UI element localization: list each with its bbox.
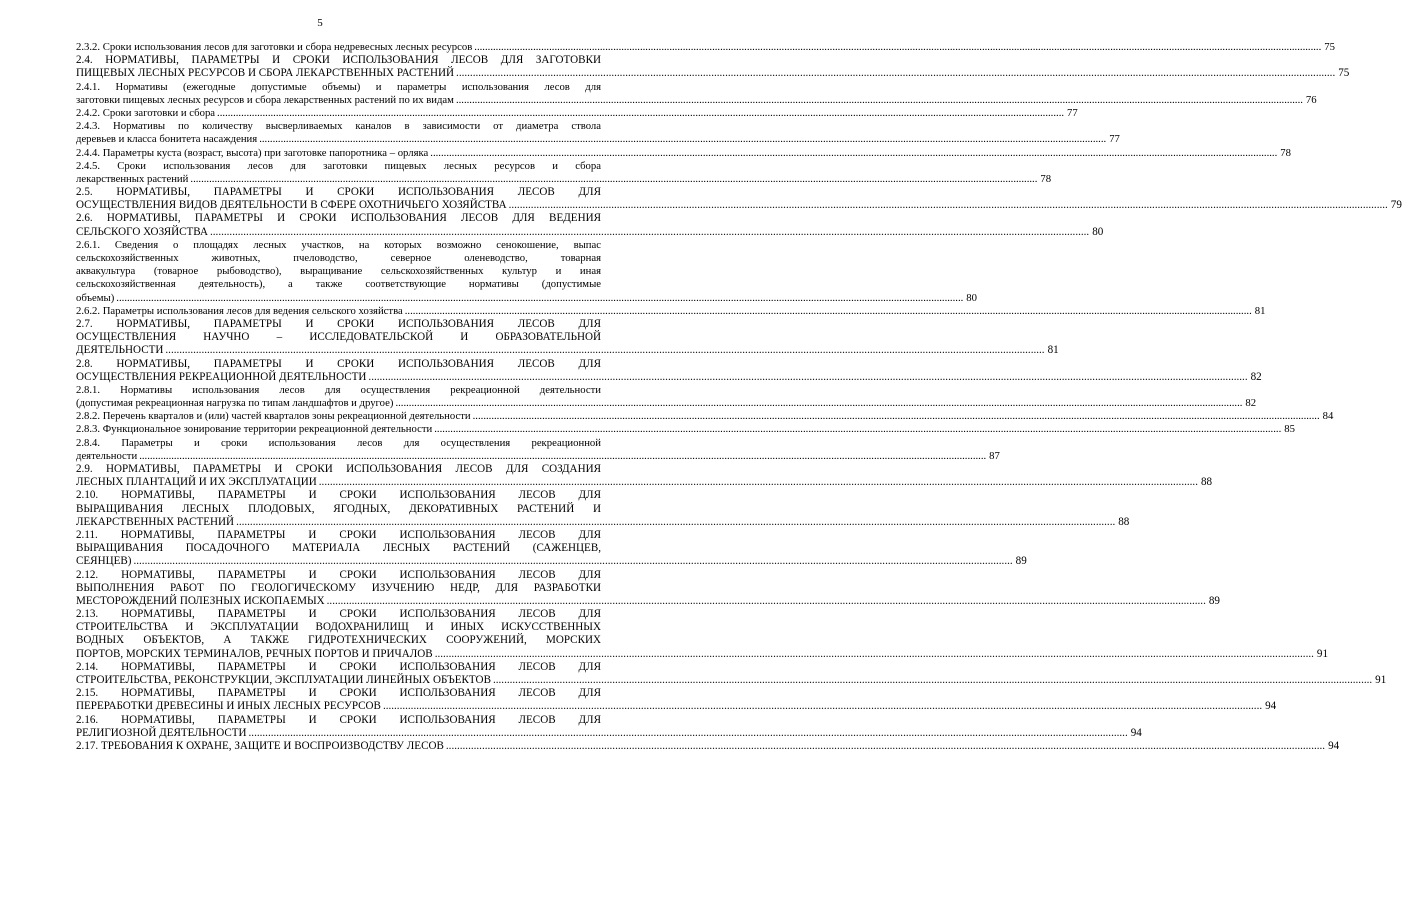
toc-page-number: 75 [1324,41,1335,53]
toc-page-number: 81 [1047,344,1059,357]
toc-entry-text: заготовки пищевых лесных ресурсов и сбора лекарственных растений по их видам [76,93,454,106]
dot-leader [381,700,1262,713]
dot-leader [491,674,1372,687]
toc-entry-text: ПИЩЕВЫХ ЛЕСНЫХ РЕСУРСОВ И СБОРА ЛЕКАРСТВЕННЫХ РАСТЕНИЙ [76,67,455,80]
toc-entry-text: 2.9. НОРМАТИВЫ, ПАРАМЕТРЫ И СРОКИ ИСПОЛЬЗОВАНИЯ ЛЕСОВ ДЛЯ СОЗДАНИЯ [76,463,601,475]
toc-entry-text: ЛЕКАРСТВЕННЫХ РАСТЕНИЙ [76,515,235,528]
toc-entry-text: СТРОИТЕЛЬСТВА, РЕКОНСТРУКЦИИ, ЭКСПЛУАТАЦИИ ЛИНЕЙНЫХ ОБЪЕКТОВ [76,674,491,686]
dot-leader [131,555,1012,568]
toc-entry-text: СТРОИТЕЛЬСТВА И ЭКСПЛУАТАЦИИ ВОДОХРАНИЛИЩ И ИНЫХ ИСКУССТВЕННЫХ [76,621,601,634]
toc-entry-text: 2.5. НОРМАТИВЫ, ПАРАМЕТРЫ И СРОКИ ИСПОЛЬЗОВАНИЯ ЛЕСОВ ДЛЯ [76,186,601,199]
toc-entry-text: 2.8. НОРМАТИВЫ, ПАРАМЕТРЫ И СРОКИ ИСПОЛЬЗОВАНИЯ ЛЕСОВ ДЛЯ [76,357,601,370]
toc-entry-text: СЕЛЬСКОГО ХОЗЯЙСТВА [76,225,208,238]
toc-page-number: 81 [1254,304,1266,317]
dot-leader [403,305,1252,318]
toc-entry[interactable] [76,159,1052,186]
toc-entry-text: деятельности [76,449,138,462]
toc-entry-text: 2.10. НОРМАТИВЫ, ПАРАМЕТРЫ И СРОКИ ИСПОЛЬЗОВАНИЯ ЛЕСОВ ДЛЯ [76,489,601,502]
toc-page-number: 80 [966,291,977,304]
toc-page-number: 85 [1284,423,1295,436]
toc-entry[interactable] [76,528,1027,569]
toc-entry[interactable] [76,383,1257,410]
dot-leader [114,292,963,305]
dot-leader [428,147,1277,160]
toc-page-number: 77 [1067,106,1078,119]
toc-page-number: 94 [1328,739,1340,752]
toc-entry-text: 2.13. НОРМАТИВЫ, ПАРАМЕТРЫ И СРОКИ ИСПОЛЬЗОВАНИЯ ЛЕСОВ ДЛЯ [76,608,601,621]
toc-entry[interactable] [76,54,1350,80]
toc-entry-text: 2.8.4. Параметры и сроки использования лесов для осуществления рекреационной [76,436,601,449]
toc-entry-text: сельскохозяйственная деятельность), а также соответствующие нормативы (допустимые [76,278,601,291]
toc-entry[interactable] [76,212,1104,238]
toc-entry[interactable] [76,568,1220,609]
toc-entry-text: ПОРТОВ, МОРСКИХ ТЕРМИНАЛОВ, РЕЧНЫХ ПОРТОВ И ПРИЧАЛОВ [76,647,433,660]
toc-entry-text: РЕЛИГИОЗНОЙ ДЕЯТЕЛЬНОСТИ [76,726,247,739]
dot-leader [215,107,1064,120]
toc-entry-text: ОСУЩЕСТВЛЕНИЯ РЕКРЕАЦИОННОЙ ДЕЯТЕЛЬНОСТИ [76,370,367,383]
toc-entry-text: 2.4.5. Сроки использования лесов для заготовки пищевых лесных ресурсов и сбора [76,159,601,172]
toc-page-number: 82 [1245,397,1257,410]
toc-page-number: 91 [1316,647,1328,660]
toc-page-number: 89 [1015,555,1027,568]
toc-entry-text: ВЫРАЩИВАНИЯ ЛЕСНЫХ ПЛОДОВЫХ, ЯГОДНЫХ, ДЕКОРАТИВНЫХ РАСТЕНИЙ И [76,502,601,515]
toc-entry[interactable] [76,317,1059,358]
toc-entry[interactable] [76,357,1262,384]
toc-entry-text: (допустимая рекреационная нагрузка по типам ландшафтов и другое) [76,397,394,410]
toc-page-number: 94 [1265,700,1277,713]
toc-page-number: 78 [1280,146,1291,159]
dot-leader [234,516,1115,529]
toc-entry[interactable] [76,660,1387,687]
toc-entry-text: 2.8.1. Нормативы использования лесов для осуществления рекреационной деятельности [76,383,601,396]
toc-entry[interactable] [76,238,977,305]
dot-leader [454,67,1335,80]
toc-entry[interactable] [76,739,1340,753]
toc-entry[interactable] [76,410,1334,423]
toc-entry-text: 2.3.2. Сроки использования лесов для заготовки и сбора недревесных лесных ресурсов [76,41,473,53]
toc-entry-text: 2.4.2. Сроки заготовки и сбора [76,106,216,119]
toc-entry-text: 2.14. НОРМАТИВЫ, ПАРАМЕТРЫ И СРОКИ ИСПОЛЬЗОВАНИЯ ЛЕСОВ ДЛЯ [76,660,601,673]
toc-entry-text: деревьев и класса бонитета насаждения [76,133,258,146]
dot-leader [208,226,1089,239]
toc-entry-text: ЛЕСНЫХ ПЛАНТАЦИЙ И ИХ ЭКСПЛУАТАЦИИ [76,476,317,489]
toc-entry-text: сельскохозяйственных животных, пчеловодство, северное оленеводство, товарная [76,252,601,264]
dot-leader [317,476,1198,489]
toc-entry-text: 2.15. НОРМАТИВЫ, ПАРАМЕТРЫ И СРОКИ ИСПОЛЬЗОВАНИЯ ЛЕСОВ ДЛЯ [76,687,601,700]
toc-page-number: 88 [1118,515,1130,528]
toc-entry-text: 2.12. НОРМАТИВЫ, ПАРАМЕТРЫ И СРОКИ ИСПОЛЬЗОВАНИЯ ЛЕСОВ ДЛЯ [76,568,601,581]
dot-leader [325,595,1206,608]
toc-entry-text: ОСУЩЕСТВЛЕНИЯ НАУЧНО – ИССЛЕДОВАТЕЛЬСКОЙ И ОБРАЗОВАТЕЛЬНОЙ [76,331,601,344]
toc-entry-text: 2.8.2. Перечень кварталов и (или) частей кварталов зоны рекреационной деятельности [76,410,471,423]
toc-page-number: 79 [1390,199,1402,212]
dot-leader [247,727,1128,740]
dot-leader [472,41,1321,54]
dot-leader [432,423,1281,436]
toc-entry-text: 2.4.3. Нормативы по количеству высверливаемых каналов в зависимости от диаметра ствола [76,120,601,133]
toc-entry-text: СЕЯНЦЕВ) [76,555,132,568]
toc-entry-text: 2.16. НОРМАТИВЫ, ПАРАМЕТРЫ И СРОКИ ИСПОЛЬЗОВАНИЯ ЛЕСОВ ДЛЯ [76,713,601,726]
dot-leader [471,410,1320,423]
toc-page-number: 94 [1130,726,1142,739]
toc-page-number: 77 [1109,133,1120,146]
toc-entry[interactable] [76,80,1317,107]
toc-entry-text: объемы) [76,291,115,304]
toc-page-number: 75 [1338,67,1350,80]
toc-page-number: 80 [1092,225,1104,238]
toc-entry-text: 2.4. НОРМАТИВЫ, ПАРАМЕТРЫ И СРОКИ ИСПОЛЬЗОВАНИЯ ЛЕСОВ ДЛЯ ЗАГОТОВКИ [76,54,601,67]
toc-entry-text: ВЫПОЛНЕНИЯ РАБОТ ПО ГЕОЛОГИЧЕСКОМУ ИЗУЧЕНИЮ НЕДР, ДЛЯ РАЗРАБОТКИ [76,581,601,594]
toc-entry-text: 2.4.4. Параметры куста (возраст, высота) при заготовке папоротника – орляка [76,146,429,159]
toc-entry-text: 2.6.1. Сведения о площадях лесных участков, на которых возможно сенокошение, выпас [76,238,601,251]
dot-leader [393,397,1242,410]
toc-entry[interactable] [76,304,1266,318]
toc-page-number: 78 [1040,172,1052,185]
dot-leader [188,173,1037,186]
toc-page-number: 88 [1200,476,1213,489]
dot-leader [137,450,986,463]
table-of-contents [76,41,1402,753]
toc-entry-text: 2.11. НОРМАТИВЫ, ПАРАМЕТРЫ И СРОКИ ИСПОЛЬЗОВАНИЯ ЛЕСОВ ДЛЯ [76,528,601,541]
toc-entry[interactable] [76,146,1291,160]
dot-leader [454,94,1303,107]
toc-entry[interactable] [76,120,1120,146]
toc-entry-text: 2.4.1. Нормативы (ежегодные допустимые объемы) и параметры использования лесов для [76,80,601,93]
toc-entry-text: 2.8.3. Функциональное зонирование территории рекреационной деятельности [76,423,433,436]
toc-entry[interactable] [76,41,1335,54]
toc-entry[interactable] [76,186,1402,212]
toc-entry[interactable] [76,463,1213,489]
toc-page-number: 87 [989,449,1000,462]
toc-page-number: 89 [1208,594,1220,607]
toc-entry-text: 2.17. ТРЕБОВАНИЯ К ОХРАНЕ, ЗАЩИТЕ И ВОСПРОИЗВОДСТВУ ЛЕСОВ [76,739,444,752]
toc-entry[interactable] [76,423,1295,436]
toc-entry-text: ОСУЩЕСТВЛЕНИЯ ВИДОВ ДЕЯТЕЛЬНОСТИ В СФЕРЕ ОХОТНИЧЬЕГО ХОЗЯЙСТВА [76,199,507,212]
toc-entry-text: ВЫРАЩИВАНИЯ ПОСАДОЧНОГО МАТЕРИАЛА ЛЕСНЫХ РАСТЕНИЙ (САЖЕНЦЕВ, [76,542,601,555]
toc-entry[interactable] [76,687,1277,713]
page-number: 5 [317,17,323,29]
dot-leader [507,199,1388,212]
toc-entry-text: ПЕРЕРАБОТКИ ДРЕВЕСИНЫ И ИНЫХ ЛЕСНЫХ РЕСУРСОВ [76,700,381,713]
toc-entry-text: 2.6. НОРМАТИВЫ, ПАРАМЕТРЫ И СРОКИ ИСПОЛЬЗОВАНИЯ ЛЕСОВ ДЛЯ ВЕДЕНИЯ [76,212,601,225]
toc-entry-text: 2.6.2. Параметры использования лесов для ведения сельского хозяйства [76,304,403,317]
toc-page-number: 91 [1375,674,1387,686]
toc-entry-text: 2.7. НОРМАТИВЫ, ПАРАМЕТРЫ И СРОКИ ИСПОЛЬЗОВАНИЯ ЛЕСОВ ДЛЯ [76,317,601,330]
dot-leader [257,133,1106,146]
toc-entry[interactable] [76,713,1142,740]
toc-entry[interactable] [76,106,1078,120]
toc-entry-text: аквакультура (товарное рыбоводство), выращивание сельскохозяйственных культур и иная [76,265,601,278]
dot-leader [366,371,1247,384]
toc-page-number: 76 [1305,93,1317,106]
toc-entry-text: ВОДНЫХ ОБЪЕКТОВ, А ТАКЖЕ ГИДРОТЕХНИЧЕСКИХ СООРУЖЕНИЙ, МОРСКИХ [76,634,601,647]
toc-entry-text: лекарственных растений [76,172,189,185]
toc-entry[interactable] [76,436,1000,463]
dot-leader [163,344,1044,357]
dot-leader [433,648,1314,661]
toc-entry-text: ДЕЯТЕЛЬНОСТИ [76,344,164,357]
toc-entry[interactable] [76,489,1130,529]
toc-page-number: 82 [1250,370,1262,383]
toc-page-number: 84 [1322,410,1334,423]
dot-leader [444,740,1325,753]
toc-entry-text: МЕСТОРОЖДЕНИЙ ПОЛЕЗНЫХ ИСКОПАЕМЫХ [76,594,325,607]
toc-entry[interactable] [76,608,1328,661]
